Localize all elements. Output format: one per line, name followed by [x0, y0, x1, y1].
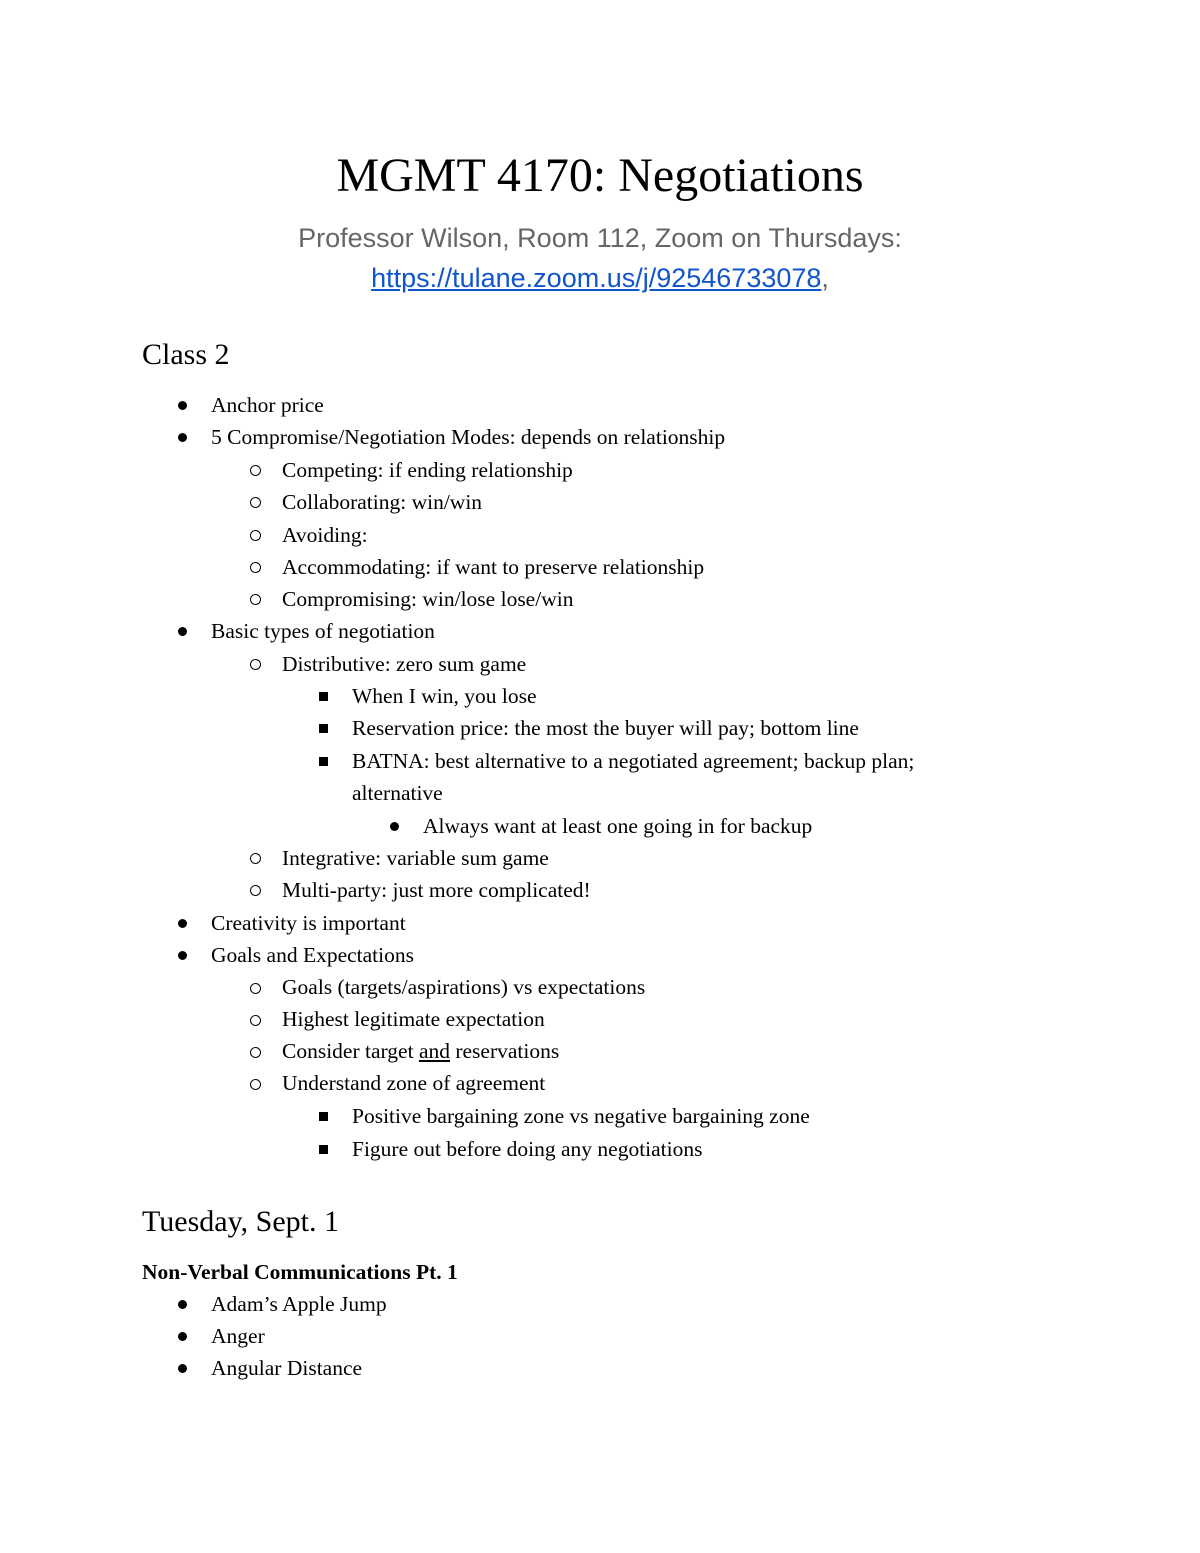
- list-item: 5 Compromise/Negotiation Modes: depends on relationship: [211, 425, 726, 449]
- zoom-link[interactable]: https://tulane.zoom.us/j/92546733078: [371, 263, 822, 293]
- bullet-square: [319, 692, 328, 701]
- bullet-dot: [178, 919, 187, 928]
- bullet-square: [319, 1145, 328, 1154]
- list-item: Anger: [211, 1324, 265, 1348]
- bullet-dot: [178, 627, 187, 636]
- bullet-circle: [250, 659, 261, 670]
- list-item: Positive bargaining zone vs negative bargaining zone: [352, 1104, 810, 1128]
- list-item: Collaborating: win/win: [282, 490, 483, 514]
- list-item: Competing: if ending relationship: [282, 458, 573, 482]
- list-item: Goals and Expectations: [211, 943, 415, 967]
- link-comma: ,: [821, 263, 829, 293]
- bullet-circle: [250, 1047, 261, 1058]
- list-item: Creativity is important: [211, 911, 406, 935]
- bullet-dot: [178, 401, 187, 410]
- bullet-square: [319, 757, 328, 766]
- document-subtitle: [0, 218, 1200, 298]
- list-item: Reservation price: the most the buyer will pay; bottom line: [352, 716, 859, 740]
- bullet-circle: [250, 853, 261, 864]
- list-item-continuation: alternative: [352, 781, 443, 805]
- bullet-square: [319, 1112, 328, 1121]
- list-item: BATNA: best alternative to a negotiated agreement; backup plan;: [352, 749, 915, 773]
- list-item: Understand zone of agreement: [282, 1071, 546, 1095]
- list-item: Accommodating: if want to preserve relationship: [282, 555, 705, 579]
- bullet-square: [319, 724, 328, 733]
- list-item: Always want at least one going in for backup: [423, 814, 813, 838]
- document-title: MGMT 4170: Negotiations: [336, 149, 864, 202]
- bullet-dot: [178, 1332, 187, 1341]
- bullet-circle: [250, 497, 261, 508]
- list-item: Basic types of negotiation: [211, 619, 435, 643]
- list-item: Integrative: variable sum game: [282, 846, 549, 870]
- list-item: Figure out before doing any negotiations: [352, 1137, 703, 1161]
- subtitle-link-line: [0, 258, 1200, 298]
- list-item: Distributive: zero sum game: [282, 652, 527, 676]
- list-item: Highest legitimate expectation: [282, 1007, 545, 1031]
- underlined-word: and: [418, 1039, 450, 1063]
- list-item: Avoiding:: [282, 523, 368, 547]
- list-item: Angular Distance: [211, 1356, 363, 1380]
- bullet-dot: [178, 433, 187, 442]
- bullet-circle: [250, 1079, 261, 1090]
- bullet-circle: [250, 885, 261, 896]
- bullet-circle: [250, 465, 261, 476]
- list-item: [282, 1035, 559, 1067]
- bullet-dot: [178, 951, 187, 960]
- list-item: Anchor price: [211, 393, 324, 417]
- list-item-text: Consider target: [282, 1039, 419, 1063]
- bullet-circle: [250, 594, 261, 605]
- bullet-circle: [250, 983, 261, 994]
- tuesday-heading: Tuesday, Sept. 1: [142, 1205, 339, 1238]
- bullet-dot: [178, 1300, 187, 1309]
- class2-heading: Class 2: [142, 338, 230, 371]
- list-item: Goals (targets/aspirations) vs expectations: [282, 975, 646, 999]
- list-item: Multi-party: just more complicated!: [282, 878, 591, 902]
- subtitle-text: Professor Wilson, Room 112, Zoom on Thursdays:: [298, 223, 902, 253]
- bullet-dot: [178, 1364, 187, 1373]
- list-item: When I win, you lose: [352, 684, 537, 708]
- list-item: Adam’s Apple Jump: [211, 1292, 387, 1316]
- bullet-circle: [250, 530, 261, 541]
- list-item-text: reservations: [449, 1039, 560, 1063]
- nonverbal-subheading: Non-Verbal Communications Pt. 1: [142, 1260, 458, 1284]
- bullet-circle: [250, 562, 261, 573]
- bullet-circle: [250, 1015, 261, 1026]
- list-item: Compromising: win/lose lose/win: [282, 587, 574, 611]
- bullet-dot: [390, 822, 399, 831]
